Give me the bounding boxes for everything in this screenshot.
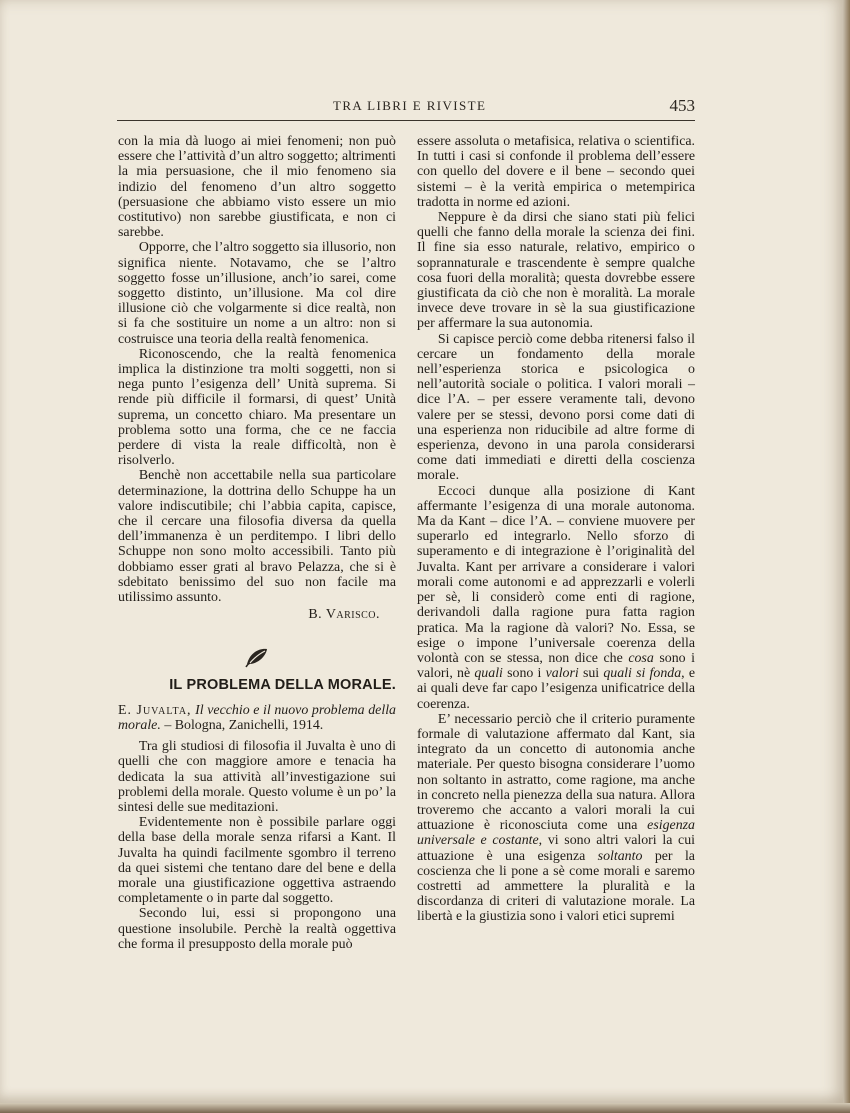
paragraph: Neppure è da dirsi che siano stati più felici quelli che fanno della morale la scienza dei fini. Il fine sia esso naturale, relativo, empirico o soprannaturale e trascendente è sempre qualche cosa fuori della moralità; questa dovrebbe essere giustificata da ciò che non è moralità. La morale invece deve trovare in sè la sua giustificazione per affermare la sua autonomia. <box>417 210 695 332</box>
right-column <box>417 134 695 925</box>
paragraph: Benchè non accettabile nella sua particolare determinazione, la dottrina dello Schuppe ha un valore indiscutibile; chi l’abbia capita, capisce, che il cercare una filosofia diversa da quella dell’immanenza è un perditempo. I libri dello Schuppe non sono molto accessibili. Tanto più dobbiamo esser grati al bravo Pelazza, che si è sdebitato benissimo del suo non facile ma utilissimo assunto. <box>118 468 396 606</box>
page-number: 453 <box>669 96 695 115</box>
page-header <box>117 94 695 121</box>
citation-author: E. Juvalta, <box>118 702 192 718</box>
page-edge <box>843 0 850 1113</box>
paragraph: Riconoscendo, che la realtà fenomenica implica la distinzione tra molti soggetti, non si nega punto l’esigenza dell’ Unità suprema. Si rende più difficile il formarsi, di quest’ Unità suprema, un concetto chiaro. Ma presentare un problema sotto una forma, che ce ne faccia perdere di vista la reale difficoltà, non è risolverlo. <box>118 346 396 469</box>
section-title: IL PROBLEMA DELLA MORALE. <box>169 676 396 693</box>
paragraph: Secondo lui, essi si propongono una questione insolubile. Perchè la realtà oggettiva che forma il presupposto della morale può <box>118 906 396 952</box>
paragraph: essere assoluta o metafisica, relativa o scientifica. In tutti i casi si confonde il problema dell’essere con quello del dovere e il bene – secondo quei sistemi – è la verità empirica o metempirica tradotta in norme ed azioni. <box>417 134 695 210</box>
paragraph: con la mia dà luogo ai miei fenomeni; non può essere che l’attività d’un altro soggetto; altrimenti la mia persuasione, che il mio fenomeno sia indizio del fenomeno d’un altro soggetto (persuasione che abbiamo visto essere un mio costitutivo) non sarebbe giustificata, e non ci sarebbe. <box>118 134 396 241</box>
left-column <box>118 134 396 952</box>
citation-publisher: – Bologna, Zanichelli, 1914. <box>164 717 324 733</box>
paragraph: E’ necessario perciò che il criterio puramente formale di valutazione affermato dal Kant, sia integrato da un concetto di autonomia anche materiale. Per questo bisogna considerare l’uomo non soltanto in astratto, come ragione, ma anche in concreto nella pienezza della sua natura. Allora troveremo che accanto a valori morali la cui attuazione è riconosciuta come una esigenza universale e costante, vi sono altri valori la cui attuazione è una esigenza soltanto per la coscienza che li pone a sè come morali e saremo costretti ad ammettere la pluralità e la discordanza di criteri di valutazione morale. La libertà e la giustizia sono i valori etici supremi <box>417 711 695 925</box>
book-citation <box>118 703 396 733</box>
paragraph: Evidentemente non è possibile parlare oggi della base della morale senza rifarsi a Kant. Il Juvalta ha quindi facilmente sgombro il terreno da quei sistemi che tentano dare del bene e della morale una giustificazione oggettiva astraendo completamente o in parte dal soggetto. <box>118 815 396 907</box>
citation-title: Il vecchio e il nuovo problema della morale. <box>118 702 396 733</box>
page-bottom-edge <box>0 1103 850 1113</box>
paragraph: Si capisce perciò come debba ritenersi falso il cercare un fondamento della morale nell’esperienza storica e psicologica o nell’autorità sociale o politica. I valori morali – dice l’A. – per essere veramente tali, devono valere per se stessi, devono porsi come dati di una esperienza non riducibile ad altre forme di esperienza, devono in una parola considerarsi come dati immediati e diretti della coscienza morale. <box>417 331 695 484</box>
paragraph: Eccoci dunque alla posizione di Kant affermante l’esigenza di una morale autonoma. Ma da Kant – dice l’A. – conviene muovere per superarlo ed integrarlo. Nello sforzo di superamento e di integrazione è l’originalità del Juvalta. Kant per arrivare a considerare i valori morali come autonomi e ad apprezzarli e volerli per sè, li considerò come enti di ragione, derivandoli dalla ragione pura fatta ragion pratica. Ma la ragione dà valori? No. Essa, se esige o impone l’universale coerenza della volontà con se stessa, non dice che cosa sono i valori, nè quali sono i valori sui quali si fonda, e ai quali deve far capo l’esigenza unificatrice della coerenza. <box>417 483 695 712</box>
running-title: TRA LIBRI E RIVISTE <box>333 98 487 113</box>
leaf-ornament-icon <box>118 642 396 672</box>
paragraph: Tra gli studiosi di filosofia il Juvalta è uno di quelli che con maggiore amore e tenacia ha dedicata la sua attività all’investigazione sui problemi della morale. Questo volume è un po’ la sintesi delle sue meditazioni. <box>118 739 396 815</box>
paragraph: Opporre, che l’altro soggetto sia illusorio, non significa niente. Notavamo, che se l’altro soggetto fosse un’illusione, anch’io sarei, come soggetto distinto, un’illusione. Ma col dire illusione ciò che volgarmente si dice realtà, non si fa che sostituire un nome a un altro: non si costruisce una teoria della realtà fenomenica. <box>118 240 396 347</box>
signature: B. Varisco. <box>308 607 380 623</box>
